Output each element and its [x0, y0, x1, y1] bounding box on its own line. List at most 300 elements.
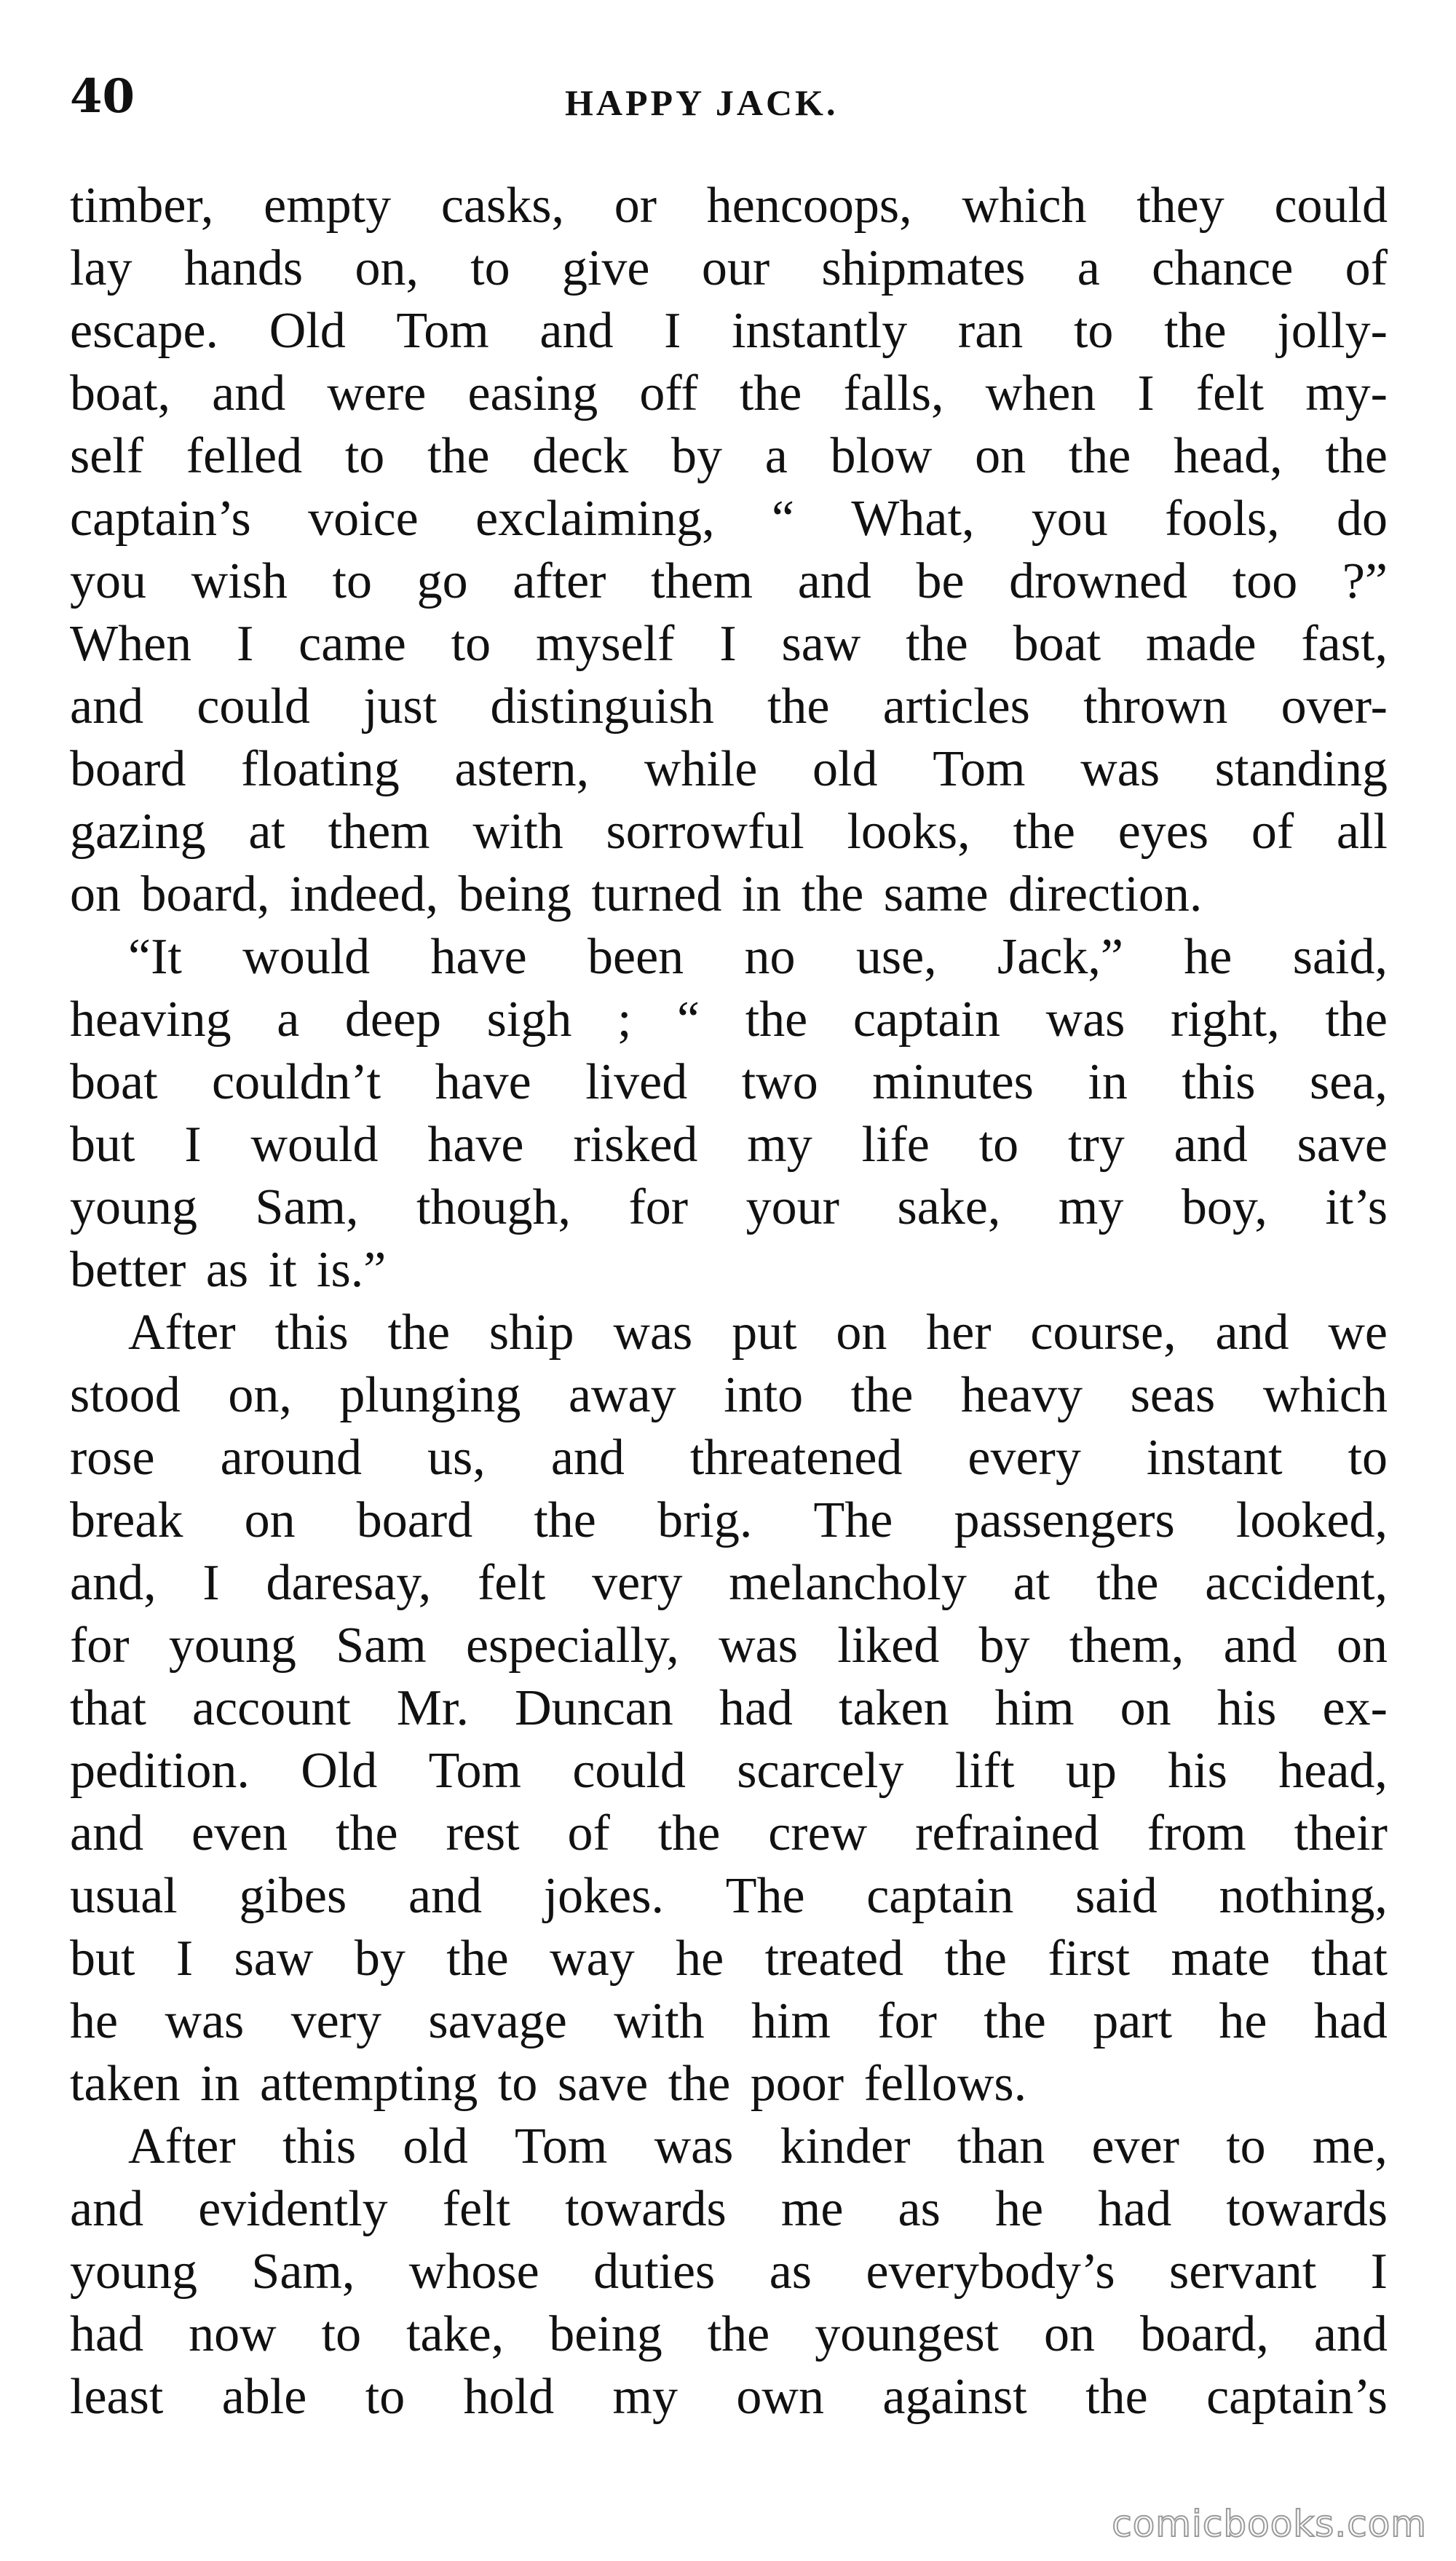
- word: and: [70, 2181, 144, 2237]
- word: gazing: [70, 804, 206, 860]
- word: on: [1044, 2306, 1096, 2362]
- word: could: [197, 678, 310, 735]
- word: Tom: [428, 1743, 521, 1799]
- word: but: [70, 1931, 135, 1987]
- word: the: [850, 1367, 914, 1423]
- word: right,: [1171, 991, 1280, 1048]
- word: came: [298, 616, 406, 672]
- word: but: [70, 1117, 135, 1173]
- word: jokes.: [543, 1868, 664, 1924]
- word: your: [745, 1179, 839, 1235]
- text-line: [70, 801, 1388, 863]
- word: you: [1031, 491, 1108, 547]
- text-line: [70, 237, 1388, 300]
- word: Mr.: [396, 1680, 469, 1736]
- word: the: [387, 1305, 451, 1361]
- word: would: [242, 929, 371, 985]
- word: away: [568, 1367, 676, 1423]
- word: which: [962, 178, 1087, 234]
- word: a: [764, 428, 788, 484]
- word: easing: [467, 365, 598, 421]
- word: able: [221, 2369, 307, 2425]
- word: over-: [1281, 678, 1388, 735]
- text-line: [70, 300, 1388, 363]
- word: exclaiming,: [475, 491, 715, 547]
- word: nothing,: [1219, 1868, 1388, 1924]
- word: their: [1294, 1805, 1388, 1861]
- word: Duncan: [515, 1680, 673, 1736]
- word: looked,: [1235, 1492, 1388, 1548]
- word: account: [192, 1680, 351, 1736]
- text-line: [70, 1802, 1388, 1865]
- text-line: [70, 175, 1388, 237]
- word: ran: [957, 303, 1024, 359]
- word: scarcely: [737, 1743, 904, 1799]
- text-line: [70, 425, 1388, 488]
- text-line: [70, 1302, 1388, 1364]
- word: lift: [954, 1743, 1015, 1799]
- word: in: [1088, 1054, 1128, 1110]
- body-text: [70, 175, 1388, 2429]
- word: captain’s: [1206, 2369, 1388, 2425]
- word: Old: [301, 1743, 378, 1799]
- word: distinguish: [490, 678, 714, 735]
- word: instantly: [732, 303, 908, 359]
- word: have: [427, 1117, 524, 1173]
- word: and: [70, 1805, 144, 1861]
- word: sake,: [897, 1179, 1001, 1235]
- word: passengers: [954, 1492, 1175, 1548]
- word: hands: [183, 240, 304, 296]
- word: old: [812, 741, 878, 797]
- word: gibes: [239, 1868, 347, 1924]
- word: I: [664, 303, 681, 359]
- word: which: [1262, 1367, 1388, 1423]
- word: accident,: [1205, 1555, 1388, 1611]
- word: the: [657, 1805, 721, 1861]
- word: them: [651, 553, 753, 609]
- word: everybody’s: [866, 2244, 1115, 2300]
- word: and: [797, 553, 871, 609]
- word: was: [1080, 741, 1160, 797]
- word: to: [470, 240, 510, 296]
- text-line: [70, 1928, 1388, 1990]
- word: the: [944, 1931, 1007, 1987]
- text-line: [70, 1865, 1388, 1928]
- word: I: [1137, 365, 1155, 421]
- word: of: [567, 1805, 610, 1861]
- word: him: [751, 1993, 831, 2049]
- word: board: [70, 741, 186, 797]
- word: own: [736, 2369, 824, 2425]
- word: fast,: [1301, 616, 1388, 672]
- text-line: [70, 1114, 1388, 1176]
- word: Tom: [933, 741, 1026, 797]
- word: his: [1216, 1680, 1277, 1736]
- word: the: [1068, 428, 1131, 484]
- text-line: [70, 2115, 1388, 2178]
- word: When: [70, 616, 192, 672]
- word: have: [435, 1054, 531, 1110]
- word: captain: [866, 1868, 1014, 1924]
- word: the: [446, 1931, 509, 1987]
- word: the: [1164, 303, 1227, 359]
- word: after: [513, 553, 606, 609]
- word: sigh: [486, 991, 572, 1048]
- word: very: [290, 1993, 382, 2049]
- word: felt: [1195, 365, 1265, 421]
- word: him: [994, 1680, 1075, 1736]
- word: every: [968, 1430, 1081, 1486]
- word: been: [587, 929, 684, 985]
- text-line: [70, 926, 1388, 989]
- word: no: [744, 929, 796, 985]
- word: were: [327, 365, 427, 421]
- word: that: [1310, 1931, 1388, 1987]
- word: and: [408, 1868, 483, 1924]
- text-line: [70, 676, 1388, 738]
- word: savage: [428, 1993, 567, 2049]
- word: ex-: [1322, 1680, 1388, 1736]
- word: on,: [355, 240, 419, 296]
- word: on: [244, 1492, 296, 1548]
- text-line: [70, 1552, 1388, 1615]
- word: the: [336, 1805, 398, 1861]
- word: was: [1045, 991, 1125, 1048]
- word: at: [1013, 1555, 1051, 1611]
- word: brig.: [657, 1492, 753, 1548]
- word: at: [248, 804, 285, 860]
- word: had: [719, 1680, 793, 1736]
- word: Tom: [515, 2118, 608, 2174]
- word: was: [719, 1618, 798, 1674]
- word: self: [70, 428, 144, 484]
- word: the: [707, 2306, 770, 2362]
- word: the: [906, 616, 968, 672]
- word: could: [572, 1743, 686, 1799]
- word: when: [985, 365, 1096, 421]
- word: try: [1068, 1117, 1125, 1173]
- word: of: [1345, 240, 1388, 296]
- word: empty: [264, 178, 392, 234]
- word: After: [128, 1305, 236, 1361]
- text-line: [70, 1677, 1388, 1740]
- word: us,: [427, 1430, 486, 1486]
- word: felt: [442, 2181, 511, 2237]
- word: instant: [1146, 1430, 1283, 1486]
- word: me: [780, 2181, 844, 2237]
- word: to: [321, 2306, 362, 2362]
- text-line: [70, 738, 1388, 801]
- word: the: [534, 1492, 596, 1548]
- word: to: [365, 2369, 405, 2425]
- word: the: [1096, 1555, 1159, 1611]
- word: taken: [839, 1680, 949, 1736]
- word: threatened: [689, 1430, 903, 1486]
- word: fools,: [1165, 491, 1280, 547]
- word: his: [1168, 1743, 1227, 1799]
- word: the: [1325, 991, 1388, 1048]
- word: the: [1085, 2369, 1148, 2425]
- word: voice: [308, 491, 419, 547]
- page-header: [70, 64, 1380, 130]
- word: my: [612, 2369, 678, 2425]
- word: sorrowful: [606, 804, 804, 860]
- word: boy,: [1181, 1179, 1267, 1235]
- word: do: [1336, 491, 1388, 547]
- word: ship: [488, 1305, 574, 1361]
- word: liked: [837, 1618, 940, 1674]
- word: plunging: [339, 1367, 521, 1423]
- word: daresay,: [266, 1555, 432, 1611]
- word: young: [70, 2244, 197, 2300]
- word: I: [175, 1931, 194, 1987]
- word: deep: [344, 991, 442, 1048]
- word: I: [184, 1117, 202, 1173]
- word: Sam: [336, 1618, 427, 1674]
- word: and: [539, 303, 614, 359]
- word: be: [916, 553, 965, 609]
- word: and: [70, 678, 144, 735]
- text-line: [70, 1176, 1388, 1239]
- word: board,: [1140, 2306, 1269, 2362]
- word: heaving: [70, 991, 232, 1048]
- word: way: [550, 1931, 635, 1987]
- word: save: [1297, 1117, 1388, 1173]
- word: said,: [1292, 929, 1388, 985]
- word: my-: [1305, 365, 1388, 421]
- word: “: [677, 991, 700, 1048]
- word: falls,: [843, 365, 944, 421]
- text-line: [70, 550, 1388, 613]
- word: deck: [532, 428, 629, 484]
- word: saw: [234, 1931, 314, 1987]
- word: that: [70, 1680, 146, 1736]
- text-line: [70, 2178, 1388, 2241]
- text-line: [70, 363, 1388, 425]
- word: them,: [1069, 1618, 1184, 1674]
- word: captain’s: [70, 491, 251, 547]
- word: said: [1075, 1868, 1158, 1924]
- word: the: [739, 365, 802, 421]
- text-line: [70, 989, 1388, 1051]
- word: course,: [1030, 1305, 1176, 1361]
- word: had: [70, 2306, 144, 2362]
- word: eyes: [1117, 804, 1209, 860]
- word: floating: [241, 741, 400, 797]
- word: blow: [830, 428, 933, 484]
- word: rest: [446, 1805, 520, 1861]
- word: part: [1093, 1993, 1173, 2049]
- word: they: [1136, 178, 1224, 234]
- text-line: [70, 2303, 1388, 2366]
- word: I: [719, 616, 737, 672]
- word: break: [70, 1492, 183, 1548]
- word: saw: [781, 616, 861, 672]
- word: off: [639, 365, 698, 421]
- word: on: [836, 1305, 887, 1361]
- word: would: [250, 1117, 379, 1173]
- word: on: [975, 428, 1026, 484]
- word: The: [813, 1492, 893, 1548]
- word: by: [354, 1931, 405, 1987]
- word: myself: [535, 616, 675, 672]
- word: my: [1058, 1179, 1124, 1235]
- word: I: [236, 616, 254, 672]
- word: and,: [70, 1555, 157, 1611]
- word: After: [128, 2118, 236, 2174]
- word: and: [212, 365, 286, 421]
- word: he: [1184, 929, 1233, 985]
- text-line: [70, 1364, 1388, 1427]
- word: hencoops,: [706, 178, 912, 234]
- word: use,: [855, 929, 937, 985]
- word: and: [550, 1430, 625, 1486]
- text-line: better as it is.”: [70, 1242, 387, 1298]
- word: old: [403, 2118, 468, 2174]
- text-line: [70, 1427, 1388, 1489]
- word: “It: [128, 929, 182, 985]
- word: looks,: [847, 804, 970, 860]
- word: a: [277, 991, 300, 1048]
- word: the: [767, 678, 830, 735]
- word: into: [724, 1367, 804, 1423]
- word: by: [978, 1618, 1030, 1674]
- word: whose: [408, 2244, 539, 2300]
- word: or: [614, 178, 657, 234]
- word: kinder: [780, 2118, 911, 2174]
- word: felt: [478, 1555, 546, 1611]
- word: to: [978, 1117, 1019, 1173]
- word: was: [613, 1305, 693, 1361]
- word: give: [561, 240, 650, 296]
- word: crew: [768, 1805, 868, 1861]
- text-line: [70, 2366, 1388, 2429]
- word: made: [1145, 616, 1257, 672]
- word: and: [1174, 1117, 1248, 1173]
- word: Sam,: [255, 1179, 359, 1235]
- word: head,: [1174, 428, 1283, 484]
- word: our: [701, 240, 770, 296]
- running-head: HAPPY JACK.: [565, 82, 839, 123]
- word: up: [1065, 1743, 1117, 1799]
- word: captain: [852, 991, 1000, 1048]
- word: was: [654, 2118, 734, 2174]
- word: a: [1077, 240, 1100, 296]
- word: Tom: [396, 303, 489, 359]
- word: drowned: [1009, 553, 1188, 609]
- word: even: [191, 1805, 288, 1861]
- word: boat: [70, 1054, 158, 1110]
- page-number: 40: [70, 69, 135, 124]
- word: it’s: [1325, 1179, 1388, 1235]
- word: her: [926, 1305, 992, 1361]
- word: shipmates: [821, 240, 1026, 296]
- word: melancholy: [729, 1555, 967, 1611]
- word: the: [427, 428, 490, 484]
- text-line: [70, 1615, 1388, 1677]
- word: duties: [593, 2244, 716, 2300]
- word: heavy: [960, 1367, 1083, 1423]
- word: articles: [882, 678, 1030, 735]
- word: two: [741, 1054, 818, 1110]
- word: as: [769, 2244, 812, 2300]
- word: thrown: [1083, 678, 1228, 735]
- word: felled: [186, 428, 303, 484]
- word: just: [363, 678, 438, 735]
- word: this: [274, 1305, 349, 1361]
- word: put: [732, 1305, 797, 1361]
- word: “: [771, 491, 795, 547]
- word: though,: [416, 1179, 571, 1235]
- word: being: [549, 2306, 662, 2362]
- word: for: [877, 1993, 937, 2049]
- word: the: [1013, 804, 1075, 860]
- word: go: [416, 553, 468, 609]
- word: with: [472, 804, 563, 860]
- word: me,: [1312, 2118, 1388, 2174]
- word: have: [430, 929, 527, 985]
- word: ever: [1091, 2118, 1179, 2174]
- word: the: [745, 991, 808, 1048]
- word: seas: [1130, 1367, 1216, 1423]
- word: especially,: [465, 1618, 679, 1674]
- word: boat,: [70, 365, 171, 421]
- word: now: [189, 2306, 277, 2362]
- word: What,: [851, 491, 975, 547]
- text-line: [70, 1990, 1388, 2053]
- word: board: [356, 1492, 473, 1548]
- text-line: [70, 1051, 1388, 1114]
- word: Sam,: [251, 2244, 355, 2300]
- word: and: [1313, 2306, 1388, 2362]
- word: against: [882, 2369, 1027, 2425]
- text-line: taken in attempting to save the poor fellows.: [70, 2056, 1027, 2112]
- word: astern,: [454, 741, 590, 797]
- word: to: [344, 428, 385, 484]
- word: than: [957, 2118, 1045, 2174]
- word: the: [984, 1993, 1046, 2049]
- word: first: [1048, 1931, 1131, 1987]
- word: head,: [1278, 1743, 1388, 1799]
- word: treated: [764, 1931, 904, 1987]
- word: young: [70, 1179, 197, 1235]
- word: casks,: [440, 178, 564, 234]
- word: hold: [463, 2369, 555, 2425]
- word: too: [1232, 553, 1298, 609]
- word: boat: [1013, 616, 1101, 672]
- word: wish: [191, 553, 288, 609]
- word: jolly-: [1277, 303, 1388, 359]
- word: he: [994, 2181, 1044, 2237]
- word: couldn’t: [212, 1054, 381, 1110]
- word: stood: [70, 1367, 181, 1423]
- word: mate: [1171, 1931, 1270, 1987]
- word: had: [1098, 2181, 1172, 2237]
- text-line: [70, 2241, 1388, 2303]
- word: towards: [1226, 2181, 1388, 2237]
- word: chance: [1152, 240, 1294, 296]
- word: rose: [70, 1430, 155, 1486]
- word: for: [628, 1179, 689, 1235]
- word: was: [165, 1993, 245, 2049]
- word: of: [1251, 804, 1294, 860]
- word: around: [220, 1430, 363, 1486]
- word: I: [202, 1555, 220, 1611]
- word: evidently: [198, 2181, 388, 2237]
- word: ;: [617, 991, 632, 1048]
- word: on: [1336, 1618, 1388, 1674]
